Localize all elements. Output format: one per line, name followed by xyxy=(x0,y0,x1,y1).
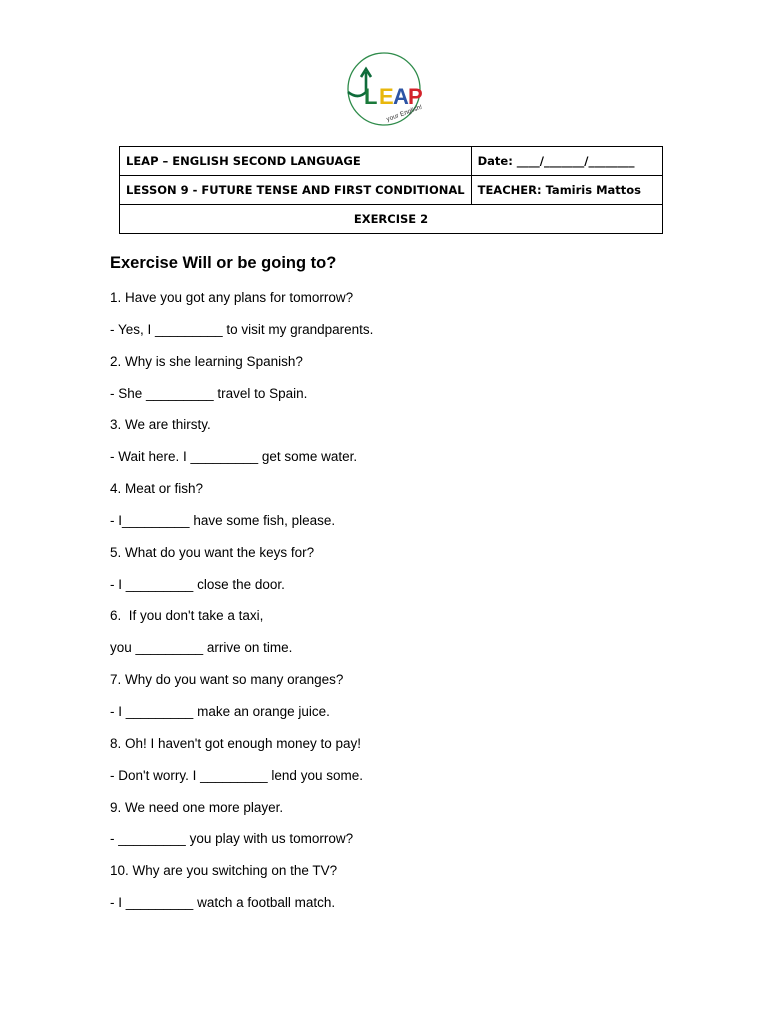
logo-tagline: your English! xyxy=(385,103,424,124)
exercise-line: 2. Why is she learning Spanish? xyxy=(110,353,303,369)
exercise-line: 4. Meat or fish? xyxy=(110,481,204,497)
exercise-line: - Don't worry. I _________ lend you some. xyxy=(110,767,363,783)
exercise-lines xyxy=(110,288,373,925)
exercise-line: - Wait here. I _________ get some water. xyxy=(110,449,358,465)
header-row xyxy=(120,147,663,176)
date-field: Date: ____/_______/________ xyxy=(471,147,662,176)
logo-letter-e: E xyxy=(379,84,394,109)
header-row xyxy=(120,176,663,205)
lesson-title: LESSON 9 - FUTURE TENSE AND FIRST CONDITIONAL xyxy=(120,176,472,205)
exercise-line: - Yes, I _________ to visit my grandparents. xyxy=(110,321,374,337)
exercise-line: 7. Why do you want so many oranges? xyxy=(110,672,344,688)
lesson-header-table xyxy=(119,146,663,234)
exercise-line: 5. What do you want the keys for? xyxy=(110,544,315,560)
teacher-name: TEACHER: Tamiris Mattos xyxy=(471,176,662,205)
exercise-line: - I _________ close the door. xyxy=(110,576,285,592)
school-name: LEAP – ENGLISH SECOND LANGUAGE xyxy=(120,147,472,176)
exercise-title: Exercise Will or be going to? xyxy=(110,254,337,272)
exercise-line: 1. Have you got any plans for tomorrow? xyxy=(110,290,354,305)
exercise-line: 10. Why are you switching on the TV? xyxy=(110,863,338,879)
leap-logo-icon xyxy=(340,52,428,130)
exercise-label: EXERCISE 2 xyxy=(120,205,663,234)
exercise-line: 6. If you don't take a taxi, xyxy=(110,608,264,624)
exercise-line: 3. We are thirsty. xyxy=(110,417,211,433)
exercise-line: - I_________ have some fish, please. xyxy=(110,512,336,528)
leap-logo xyxy=(340,52,428,130)
exercise-line: 8. Oh! I haven't got enough money to pay! xyxy=(110,735,361,751)
logo-letter-p: P xyxy=(408,84,423,109)
logo-letter-l: L xyxy=(364,84,378,109)
exercise-line: you _________ arrive on time. xyxy=(110,640,293,656)
header-row xyxy=(120,205,663,234)
exercise-line: - I _________ make an orange juice. xyxy=(110,703,330,719)
logo-letter-a: A xyxy=(393,84,409,109)
exercise-line: 9. We need one more player. xyxy=(110,799,284,815)
exercise-line: - She _________ travel to Spain. xyxy=(110,385,308,401)
exercise-line: - _________ you play with us tomorrow? xyxy=(110,831,354,847)
exercise-line: - I _________ watch a football match. xyxy=(110,895,336,911)
